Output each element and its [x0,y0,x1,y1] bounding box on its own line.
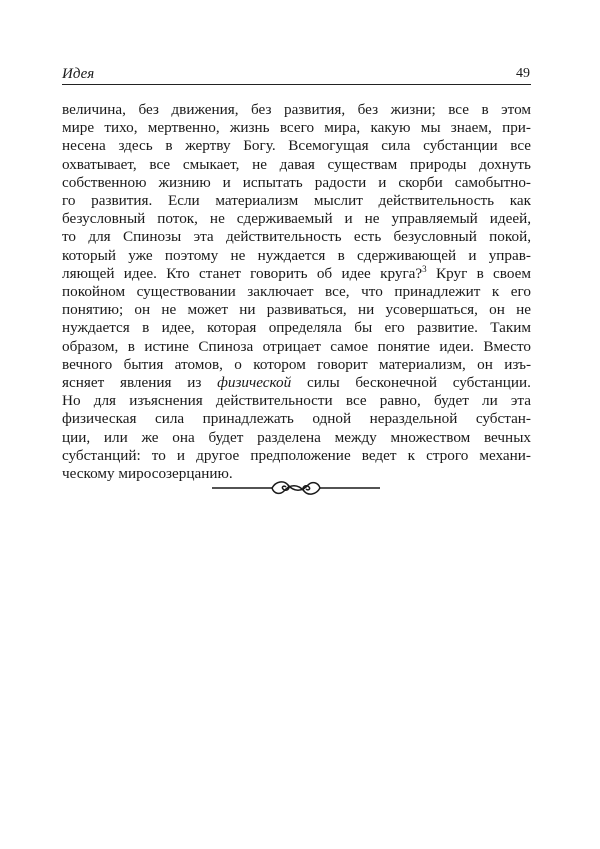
text-line [62,247,531,265]
text-line [62,192,531,210]
line-text: понятию; он не может ни развиваться, ни усовершаться, он не [62,301,531,319]
text-line [62,119,531,137]
text-line [62,447,531,465]
line-text-after: Круг в своем [426,264,531,282]
line-text [62,265,531,282]
text-line [62,319,531,337]
text-line [62,210,531,228]
line-text: то для Спинозы эта действительность есть безусловный покой, [62,228,531,246]
line-text: безусловный поток, не сдерживаемый и не управляемый идеей, [62,210,531,228]
line-text [62,374,531,391]
line-text: образом, в истине Спиноза отрицает самое понятие идеи. Вместо [62,337,531,355]
text-line [62,101,531,119]
text-line [62,338,531,356]
page-number: 49 [516,66,530,81]
line-text: вечного бытия атомов, о котором говорит материализм, он изъ- [62,355,531,373]
footnote-marker[interactable]: 3 [422,264,427,274]
text-line [62,374,531,392]
line-text: несена здесь в жертву Богу. Всемогущая сила субстанции все [62,137,531,155]
line-text: покойном существовании заключает все, что принадлежит к его [62,283,531,301]
line-text: ции, или же она будет разделена между множеством вечных [62,428,531,446]
line-text-before: ляющей идее. Кто станет говорить об идее круга? [62,264,423,282]
flourish-divider-icon [212,477,380,499]
text-line [62,265,531,283]
line-text: го развития. Если материализм мыслит действительность как [62,192,531,210]
line-text: физическая сила принадлежать одной нераздельной субстан- [62,410,531,428]
text-line [62,356,531,374]
line-text: величина, без движения, без развития, без жизни; все в этом [62,101,531,118]
line-text: который уже поэтому не нуждается в сдерживающей и управ- [62,246,531,264]
italic-emphasis: физической [217,374,292,392]
line-text-after: силы бесконечной субстанции. [291,374,531,392]
text-line [62,174,531,192]
line-text: ческому миросозерцанию. [62,465,233,483]
text-line [62,410,531,428]
text-line [62,283,531,301]
chapter-title: Идея [62,66,95,82]
line-text: собственною жизнию и испытать радости и скорби самобытно- [62,173,531,191]
line-text: мире тихо, мертвенно, жизнь всего мира, какую мы знаем, при- [62,119,531,137]
line-text: охватывает, все смыкает, не давая существам природы дохнуть [62,155,531,173]
text-line [62,228,531,246]
text-line [62,392,531,410]
body-paragraph [62,101,531,483]
line-text-before: ясняет явления из [62,374,218,392]
line-text: субстанций: то и другое предположение ведет к строго механи- [62,446,531,464]
line-text: нуждается в идее, которая определяла бы его развитие. Таким [62,319,531,337]
text-line [62,137,531,155]
text-line [62,156,531,174]
text-line [62,301,531,319]
text-line [62,429,531,447]
running-header [62,66,531,85]
line-text: Но для изъяснения действительности все равно, будет ли эта [62,392,531,410]
